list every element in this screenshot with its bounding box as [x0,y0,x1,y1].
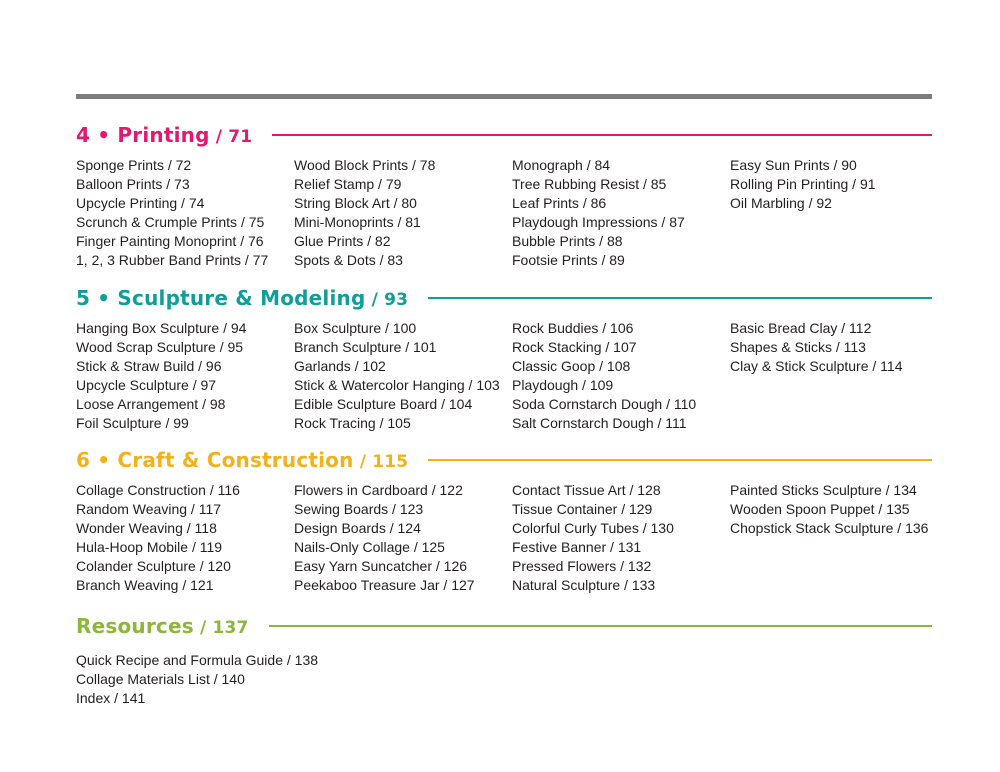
entry-columns [76,319,932,433]
toc-entry[interactable]: Box Sculpture / 100 [294,320,417,336]
toc-entry[interactable]: Footsie Prints / 89 [512,252,625,268]
toc-entry[interactable]: Wood Scrap Sculpture / 95 [76,339,244,355]
toc-entry[interactable]: Rock Buddies / 106 [512,320,634,336]
toc-entry[interactable]: Rock Tracing / 105 [294,415,411,431]
toc-entry[interactable]: Design Boards / 124 [294,520,421,536]
toc-entry[interactable]: Stick & Straw Build / 96 [76,358,222,374]
toc-entry[interactable]: Festive Banner / 131 [512,539,642,555]
toc-entry[interactable]: Shapes & Sticks / 113 [730,339,866,355]
toc-entry[interactable]: Classic Goop / 108 [512,358,631,374]
toc-entry[interactable]: Spots & Dots / 83 [294,252,403,268]
section-page: / 137 [193,618,249,638]
toc-entry[interactable]: Collage Materials List / 140 [76,671,245,687]
toc-entry[interactable]: Natural Sculpture / 133 [512,577,656,593]
resource-list [76,651,932,708]
toc-entry[interactable]: Wood Block Prints / 78 [294,157,436,173]
column-1 [76,156,294,270]
toc-entry[interactable]: Sponge Prints / 72 [76,157,192,173]
toc-entry[interactable]: Contact Tissue Art / 128 [512,482,661,498]
column-3 [512,481,730,595]
toc-entry[interactable]: Mini-Monoprints / 81 [294,214,421,230]
toc-entry[interactable]: Painted Sticks Sculpture / 134 [730,482,917,498]
toc-entry[interactable]: Loose Arrangement / 98 [76,396,226,412]
column-2 [294,156,512,270]
section-resources [76,611,932,708]
section-rule [272,134,932,136]
toc-entry[interactable]: Pressed Flowers / 132 [512,558,652,574]
toc-entry[interactable]: Quick Recipe and Formula Guide / 138 [76,652,319,668]
toc-entry[interactable]: Collage Construction / 116 [76,482,240,498]
section-page: / 115 [353,452,409,472]
toc-entry[interactable]: Branch Weaving / 121 [76,577,214,593]
section-header [76,283,932,313]
toc-entry[interactable]: Nails-Only Collage / 125 [294,539,445,555]
toc-entry[interactable]: 1, 2, 3 Rubber Band Prints / 77 [76,252,269,268]
toc-entry[interactable]: Playdough Impressions / 87 [512,214,685,230]
column-4 [730,319,948,433]
toc-entry[interactable]: Tissue Container / 129 [512,501,653,517]
section-header [76,445,932,475]
toc-entry[interactable]: Playdough / 109 [512,377,614,393]
toc-entry[interactable]: Soda Cornstarch Dough / 110 [512,396,697,412]
toc-entry[interactable]: Chopstick Stack Sculpture / 136 [730,520,929,536]
toc-entry[interactable]: Salt Cornstarch Dough / 111 [512,415,687,431]
section-page: / 71 [209,127,253,147]
toc-entry[interactable]: Wonder Weaving / 118 [76,520,217,536]
column-1 [76,319,294,433]
section-header [76,120,932,150]
toc-entry[interactable]: Stick & Watercolor Hanging / 103 [294,377,500,393]
toc-entry[interactable]: Scrunch & Crumple Prints / 75 [76,214,265,230]
column-3 [512,319,730,433]
column-2 [294,481,512,595]
toc-entry[interactable]: Oil Marbling / 92 [730,195,832,211]
toc-entry[interactable]: Upcycle Printing / 74 [76,195,205,211]
toc-entry[interactable]: Random Weaving / 117 [76,501,222,517]
entry-columns [76,156,932,270]
toc-entry[interactable]: Tree Rubbing Resist / 85 [512,176,667,192]
toc-entry[interactable]: Index / 141 [76,690,146,706]
section-header [76,611,932,641]
column-2 [294,319,512,433]
toc-entry[interactable]: Glue Prints / 82 [294,233,391,249]
toc-entry[interactable]: Branch Sculpture / 101 [294,339,437,355]
section-sculpture [76,283,932,433]
toc-entry[interactable]: Clay & Stick Sculpture / 114 [730,358,903,374]
column-4 [730,481,948,595]
toc-entry[interactable]: Leaf Prints / 86 [512,195,607,211]
section-title: 4 • Printing / 71 [76,123,253,147]
toc-entry[interactable]: Upcycle Sculpture / 97 [76,377,217,393]
toc-entry[interactable]: Monograph / 84 [512,157,611,173]
section-title: Resources / 137 [76,614,249,638]
toc-entry[interactable]: Relief Stamp / 79 [294,176,402,192]
toc-entry[interactable]: Garlands / 102 [294,358,386,374]
toc-entry[interactable]: Wooden Spoon Puppet / 135 [730,501,910,517]
top-rule [76,94,932,99]
toc-entry[interactable]: Rock Stacking / 107 [512,339,637,355]
toc-entry[interactable]: Easy Sun Prints / 90 [730,157,857,173]
section-title: 5 • Sculpture & Modeling / 93 [76,286,409,310]
toc-entry[interactable]: Basic Bread Clay / 112 [730,320,872,336]
toc-entry[interactable]: Edible Sculpture Board / 104 [294,396,473,412]
toc-entry[interactable]: Peekaboo Treasure Jar / 127 [294,577,475,593]
column-3 [512,156,730,270]
section-rule [428,459,932,461]
toc-entry[interactable]: Hula-Hoop Mobile / 119 [76,539,223,555]
toc-entry[interactable]: Sewing Boards / 123 [294,501,424,517]
toc-entry[interactable]: Rolling Pin Printing / 91 [730,176,876,192]
section-printing [76,120,932,270]
toc-entry[interactable]: Colorful Curly Tubes / 130 [512,520,674,536]
toc-entry[interactable]: Easy Yarn Suncatcher / 126 [294,558,468,574]
toc-entry[interactable]: Balloon Prints / 73 [76,176,190,192]
toc-entry[interactable]: Bubble Prints / 88 [512,233,623,249]
toc-entry[interactable]: String Block Art / 80 [294,195,417,211]
section-page: / 93 [365,290,409,310]
section-rule [428,297,932,299]
section-rule [269,625,932,627]
entry-columns [76,481,932,595]
toc-entry[interactable]: Flowers in Cardboard / 122 [294,482,463,498]
column-4 [730,156,948,270]
toc-entry[interactable]: Finger Painting Monoprint / 76 [76,233,264,249]
toc-entry[interactable]: Hanging Box Sculpture / 94 [76,320,247,336]
section-craft [76,445,932,595]
toc-entry[interactable]: Colander Sculpture / 120 [76,558,231,574]
column-1 [76,481,294,595]
section-title: 6 • Craft & Construction / 115 [76,448,409,472]
toc-entry[interactable]: Foil Sculpture / 99 [76,415,189,431]
